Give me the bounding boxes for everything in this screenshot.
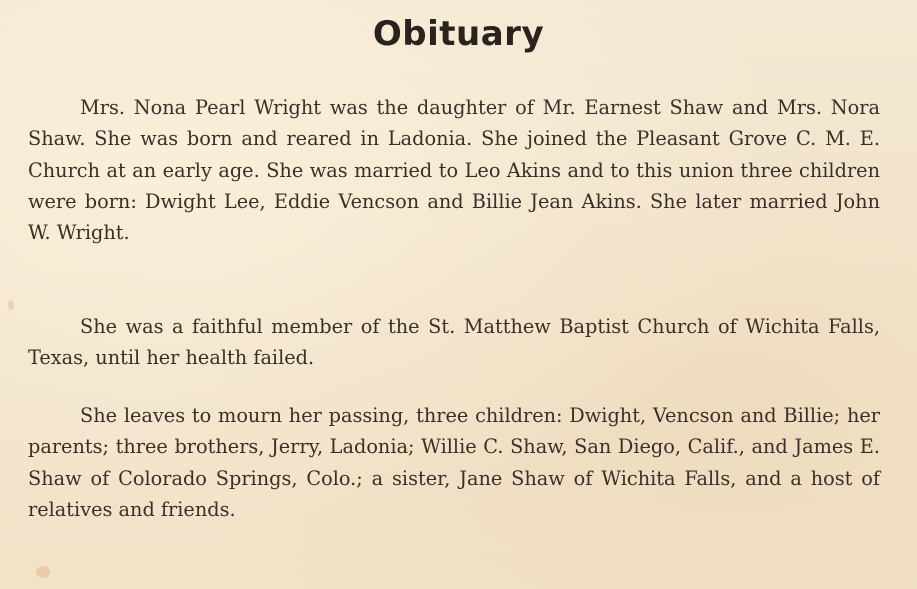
paragraph-text: She was a faithful member of the St. Matthew Baptist Church of Wichita Falls, Texas, until her health failed. bbox=[28, 315, 880, 370]
paper-stain bbox=[36, 566, 50, 578]
obituary-paragraph bbox=[28, 400, 880, 525]
paragraph-text: Mrs. Nona Pearl Wright was the daughter of Mr. Earnest Shaw and Mrs. Nora Shaw. She was born and reared in Ladonia. She joined the Pleasant Grove C. M. E. Church at an early age. She was married to Leo Akins and to this union three children were born: Dwight Lee, Eddie Vencson and Billie Jean Akins. She later married John W. Wright. bbox=[28, 96, 880, 245]
obituary-paragraph bbox=[28, 311, 880, 374]
page-title: Obituary bbox=[372, 14, 545, 54]
paper-stain bbox=[8, 300, 14, 310]
obituary-paragraph bbox=[28, 92, 880, 248]
paragraph-text: She leaves to mourn her passing, three children: Dwight, Vencson and Billie; her parents; three brothers, Jerry, Ladonia; Willie C. Shaw, San Diego, Calif., and James E. Shaw of Colorado Springs, Colo.; a sister, Jane Shaw of Wichita Falls, and a host of relatives and friends. bbox=[28, 404, 880, 521]
